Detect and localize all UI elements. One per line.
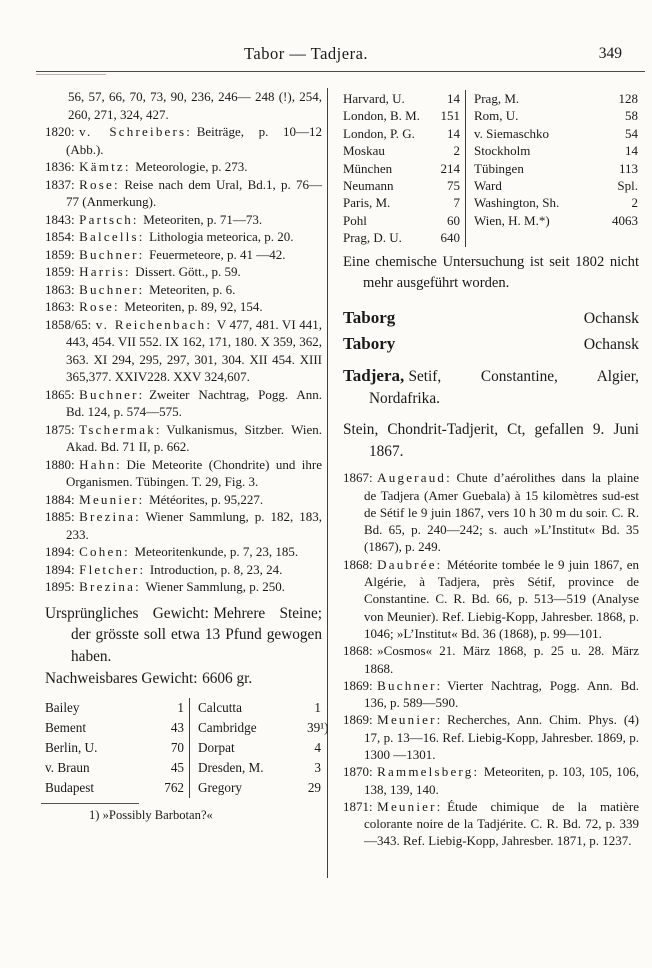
entry-text: Beiträge, p. 10—12 (Abb.). (66, 124, 322, 157)
column-divider (327, 88, 328, 878)
bib-entry (45, 316, 322, 386)
original-weight-label: Ursprüngliches Gewicht: (45, 604, 209, 622)
headword-row (343, 308, 639, 328)
entry-year: 1843: (45, 211, 75, 227)
collection-weight: Spl. (617, 178, 638, 194)
entry-text: Meteoriten, p. 71—73. (143, 211, 263, 227)
collection-name: Ward (465, 177, 595, 194)
collection-name: v. Braun (45, 759, 90, 775)
verifiable-weight-label: Nachweisbares Gewicht: (45, 670, 198, 687)
bib-entry (45, 158, 322, 176)
entry-text: Feuermeteore, p. 41 —42. (149, 246, 286, 262)
table-row (343, 142, 639, 159)
entry-year: 1854: (45, 229, 75, 244)
table-row (45, 758, 322, 778)
entry-author: Meunier: (79, 491, 145, 507)
tadjera-headword-paragraph (343, 365, 639, 409)
entry-author: Harris: (79, 264, 131, 279)
original-weight-paragraph (45, 603, 322, 668)
entry-author: Buchner: (79, 246, 145, 262)
entry-author: Fletcher: (79, 561, 146, 577)
verifiable-weight-paragraph (45, 668, 322, 690)
bib-entry (45, 578, 322, 596)
collection-weight: 4063 (612, 212, 638, 228)
entry-text: Recherches, Ann. Chim. Phys. (4) 17, p. 13—16. Ref. Liebig-Kopp, Jahresber. 1869, p. 1300 —1301. (364, 712, 639, 762)
collection-name: München (343, 160, 393, 176)
bib-entry (45, 508, 322, 543)
collection-weight: 58 (625, 108, 638, 124)
entry-text: Vierter Nachtrag, Pogg. Ann. Bd. 136, p. 589—590. (364, 677, 639, 711)
entry-year: 1894: (45, 561, 75, 577)
bib-entry (45, 298, 322, 316)
entry-year: 1875: (45, 421, 75, 437)
collection-name: London, P. G. (343, 125, 415, 141)
entry-year: 1868: (343, 643, 373, 659)
bib-entry (343, 469, 639, 555)
collection-weight: 2 (453, 143, 460, 159)
collection-weight: 128 (618, 91, 638, 106)
entry-text: Meteoritenkunde, p. 7, 23, 185. (134, 544, 299, 559)
entry-text: Meteoriten, p. 103, 105, 106, 138, 139, 140. (364, 764, 639, 797)
entry-author: Augeraud: (377, 470, 452, 486)
collection-weight: 1 (314, 699, 321, 715)
headword-row (343, 334, 639, 354)
headword: Tabory (343, 334, 396, 354)
collection-name: Cambridge (189, 718, 307, 738)
bib-entry (343, 763, 639, 798)
collection-weight: 39¹) (307, 719, 329, 735)
entry-year: 1871: (343, 798, 373, 814)
entry-author: Brezina: (79, 579, 141, 594)
entry-text: Dissert. Gött., p. 59. (135, 264, 241, 279)
collection-name: London, B. M. (343, 108, 420, 124)
collection-name: Bement (45, 719, 87, 735)
right-column (343, 90, 639, 850)
collection-name: Wien, H. M.*) (465, 212, 595, 229)
running-head: Tabor — Tadjera. (243, 44, 369, 63)
entry-text: Meteoriten, p. 89, 92, 154. (124, 299, 263, 314)
entry-year: 1868: (343, 556, 373, 572)
cross-reference: Ochansk (583, 336, 639, 354)
collection-name: v. Siemaschko (465, 125, 595, 142)
collection-name (465, 229, 595, 246)
collection-name: Tübingen (465, 160, 595, 177)
entry-text: Lithologia meteorica, p. 20. (149, 229, 294, 244)
collection-weight: 54 (625, 125, 638, 141)
bib-entry (45, 421, 322, 456)
collection-weight: 60 (447, 212, 460, 228)
collection-name: Bailey (45, 699, 80, 715)
entry-year: 1884: (45, 491, 75, 507)
entry-author: Meunier: (377, 798, 443, 814)
entry-author: Cohen: (79, 544, 130, 559)
collection-weight: 4 (314, 739, 321, 755)
locality-description: Setif, Constantine, Algier, Nordafrika. (369, 368, 639, 407)
collection-name: Pohl (343, 212, 367, 228)
bib-entry (45, 211, 322, 229)
bib-entry (45, 123, 322, 158)
entry-text: Wiener Sammlung, p. 182, 183, 233. (66, 509, 322, 542)
entry-author: Hahn: (79, 456, 122, 472)
headword-list (343, 308, 639, 354)
bib-entry (45, 281, 322, 299)
entry-year: 1894: (45, 544, 75, 559)
continued-page-references: 56, 57, 66, 70, 73, 90, 236, 246— 248 (!), 254, 260, 271, 324, 427. (68, 89, 322, 122)
cross-reference: Ochansk (583, 310, 639, 328)
table-row (343, 212, 639, 229)
page-number: 349 (598, 45, 622, 62)
collection-name: Gregory (189, 778, 307, 798)
bib-entry (45, 561, 322, 579)
entry-author: Partsch: (79, 211, 139, 227)
entry-text: Meteoriten, p. 6. (149, 281, 236, 297)
collection-name: Dorpat (189, 738, 307, 758)
table-row (45, 698, 322, 718)
entry-text: Zweiter Nachtrag, Pogg. Ann. Bd. 124, p. 574—575. (66, 386, 322, 419)
entry-text: V 477, 481. VI 441, 443, 454. VII 552. IX 162, 171, 180. X 359, 362, 363. XI 294, 295, 297, 301, 304. XII 454. XIII 365,377. XXIV228. XXV 324,607. (66, 316, 322, 384)
entry-author: Rose: (79, 299, 120, 314)
entry-text: Étude chimique de la matière colorante noire de la Tadjérite. C. R. Bd. 72, p. 339—343. Ref. Liebig-Kopp, Jahresber. 1871, p. 1237. (364, 798, 639, 849)
entry-text: Vulkanismus, Sitzber. Wien. Akad. Bd. 71 II, p. 662. (66, 421, 322, 454)
header-rule (36, 71, 645, 72)
bib-entry (343, 798, 639, 850)
entry-text: Reise nach dem Ural, Bd.1, p. 76—77 (Anmerkung). (66, 176, 322, 209)
entry-author: Tschermak: (79, 421, 162, 437)
collection-weight: 14 (447, 91, 460, 106)
collection-name: Washington, Sh. (465, 194, 595, 211)
collection-weight: 7 (453, 195, 460, 211)
table-row (45, 778, 322, 798)
collection-weight: 762 (164, 779, 184, 795)
collection-name: Prag, M. (465, 90, 595, 107)
entry-author: Daubrée: (377, 556, 443, 572)
header-rule-artifact (36, 74, 106, 75)
bib-entry (343, 677, 639, 712)
bib-entry (45, 246, 322, 264)
bibliography-list-left (45, 123, 322, 596)
entry-year: 1880: (45, 456, 75, 472)
collection-weight: 3 (314, 759, 321, 775)
bib-entry (45, 386, 322, 421)
chemical-analysis-note: Eine chemische Untersuchung ist seit 1802 nicht mehr ausgeführt worden. (343, 253, 639, 291)
entry-text: Introduction, p. 8, 23, 24. (149, 561, 283, 577)
collections-table-right (343, 90, 639, 247)
collection-weight: 151 (440, 108, 460, 124)
collection-weight: 75 (447, 178, 460, 194)
table-row (343, 107, 639, 124)
entry-text: Wiener Sammlung, p. 250. (145, 579, 286, 594)
entry-year: 1895: (45, 579, 75, 594)
entry-text: Meteorologie, p. 273. (135, 159, 248, 174)
collection-weight: 1 (177, 699, 184, 715)
table-row (343, 90, 639, 107)
collection-weight: 14 (625, 143, 638, 159)
collection-weight: 2 (631, 195, 638, 211)
table-row (343, 177, 639, 194)
entry-year: 1870: (343, 764, 373, 780)
entry-year: 1869: (343, 677, 373, 693)
collection-name: Harvard, U. (343, 91, 405, 106)
entry-text: Météorites, p. 95,227. (149, 491, 264, 507)
footnote-rule (41, 803, 139, 804)
table-row (45, 738, 322, 758)
bib-entry (45, 263, 322, 281)
entry-year: 1859: (45, 264, 75, 279)
verifiable-weight-value: 6606 gr. (202, 670, 253, 687)
entry-year: 1863: (45, 299, 75, 314)
entry-text: Chute d’aérolithes dans la plaine de Tadjera (Amer Guebala) à 15 kilomètres sud-est de Sétif le 9 juin 1867, vers 10 h 30 m du soir. C. R. Bd. 65, p. 240—242; s. auch »L’Institut« Bd. 35 (1867), p. 249. (364, 470, 639, 555)
entry-author: v. Reichenbach: (95, 316, 213, 332)
entry-year: 1836: (45, 159, 75, 174)
entry-text: Météorite tombée le 9 juin 1867, en Algérie, à Tadjera, près Sétif, province de Constantine. C. R. Bd. 66, p. 513—519 (Analyse von Meunier). Ref. Liebig-Kopp, Jahresber. 1868, p. 1046; »L’Institut« Bd. 36 (1868), p. 99—101. (364, 556, 639, 641)
entry-author: Buchner: (79, 281, 145, 297)
collection-weight: 640 (440, 230, 460, 246)
collection-name: Paris, M. (343, 195, 391, 211)
entry-year: 1820: (45, 124, 75, 139)
entry-year: 1885: (45, 509, 75, 524)
collection-name: Neumann (343, 178, 394, 194)
bib-entry (45, 176, 322, 211)
collection-name: Rom, U. (465, 107, 595, 124)
table-row (343, 194, 639, 211)
entry-author: Buchner: (377, 677, 443, 693)
collection-weight: 29 (307, 779, 321, 795)
entry-year: 1865: (45, 386, 75, 402)
collection-name: Budapest (45, 779, 95, 795)
entry-author: Kämtz: (79, 159, 131, 174)
entry-year: 1858/65: (45, 316, 92, 332)
bib-entry (45, 456, 322, 491)
bib-entry (45, 228, 322, 246)
left-column (45, 88, 329, 823)
entry-year: 1859: (45, 246, 75, 262)
bib-entry (343, 556, 639, 642)
entry-text: Die Meteorite (Chondrite) und ihre Organismen. Tübingen. T. 29, Fig. 3. (66, 456, 322, 489)
bibliography-list-right (343, 469, 639, 850)
collection-weight (595, 229, 639, 246)
bib-entry (45, 543, 322, 561)
footnote: 1) »Possibly Barbotan?« (89, 807, 213, 822)
entry-author: Brezina: (79, 509, 141, 524)
bib-entry (343, 711, 639, 763)
collections-table-left (45, 698, 329, 798)
headword: Taborg (343, 308, 396, 328)
entry-year: 1869: (343, 712, 373, 728)
headword: Tadjera, (343, 366, 405, 386)
collection-weight: 43 (170, 719, 184, 735)
collection-weight: 45 (170, 759, 184, 775)
table-row (343, 125, 639, 142)
collection-name: Prag, D. U. (343, 230, 402, 246)
collection-name: Moskau (343, 143, 385, 159)
table-row (343, 229, 639, 246)
bib-entry (45, 491, 322, 509)
table-row (343, 160, 639, 177)
entry-author: Rose: (79, 176, 120, 192)
entry-author: v. Schreibers: (79, 124, 193, 139)
collection-name: Calcutta (189, 698, 307, 718)
entry-year: 1837: (45, 176, 75, 192)
collection-weight: 214 (440, 160, 460, 176)
entry-author: Buchner: (79, 386, 145, 402)
collection-name: Dresden, M. (189, 758, 307, 778)
collection-weight: 14 (447, 125, 460, 141)
original-weight-text: Mehrere Steine; der grösste soll etwa 13 Pfund gewogen haben. (71, 604, 322, 665)
entry-author: Rammelsberg: (377, 764, 480, 780)
stone-description-paragraph: Stein, Chondrit-Tadjerit, Ct, gefallen 9. Juni 1867. (343, 421, 639, 460)
collection-weight: 113 (618, 160, 638, 176)
entry-author: Balcells: (79, 229, 145, 244)
entry-year: 1867: (343, 470, 373, 486)
entry-text: »Cosmos« 21. März 1868, p. 25 u. 28. März 1868. (364, 643, 639, 676)
bib-entry (343, 642, 639, 677)
entry-author: Meunier: (377, 712, 443, 728)
collection-name: Stockholm (465, 142, 595, 159)
collection-weight: 70 (170, 739, 184, 755)
entry-year: 1863: (45, 281, 75, 297)
collection-name: Berlin, U. (45, 739, 98, 755)
table-row (45, 718, 329, 738)
